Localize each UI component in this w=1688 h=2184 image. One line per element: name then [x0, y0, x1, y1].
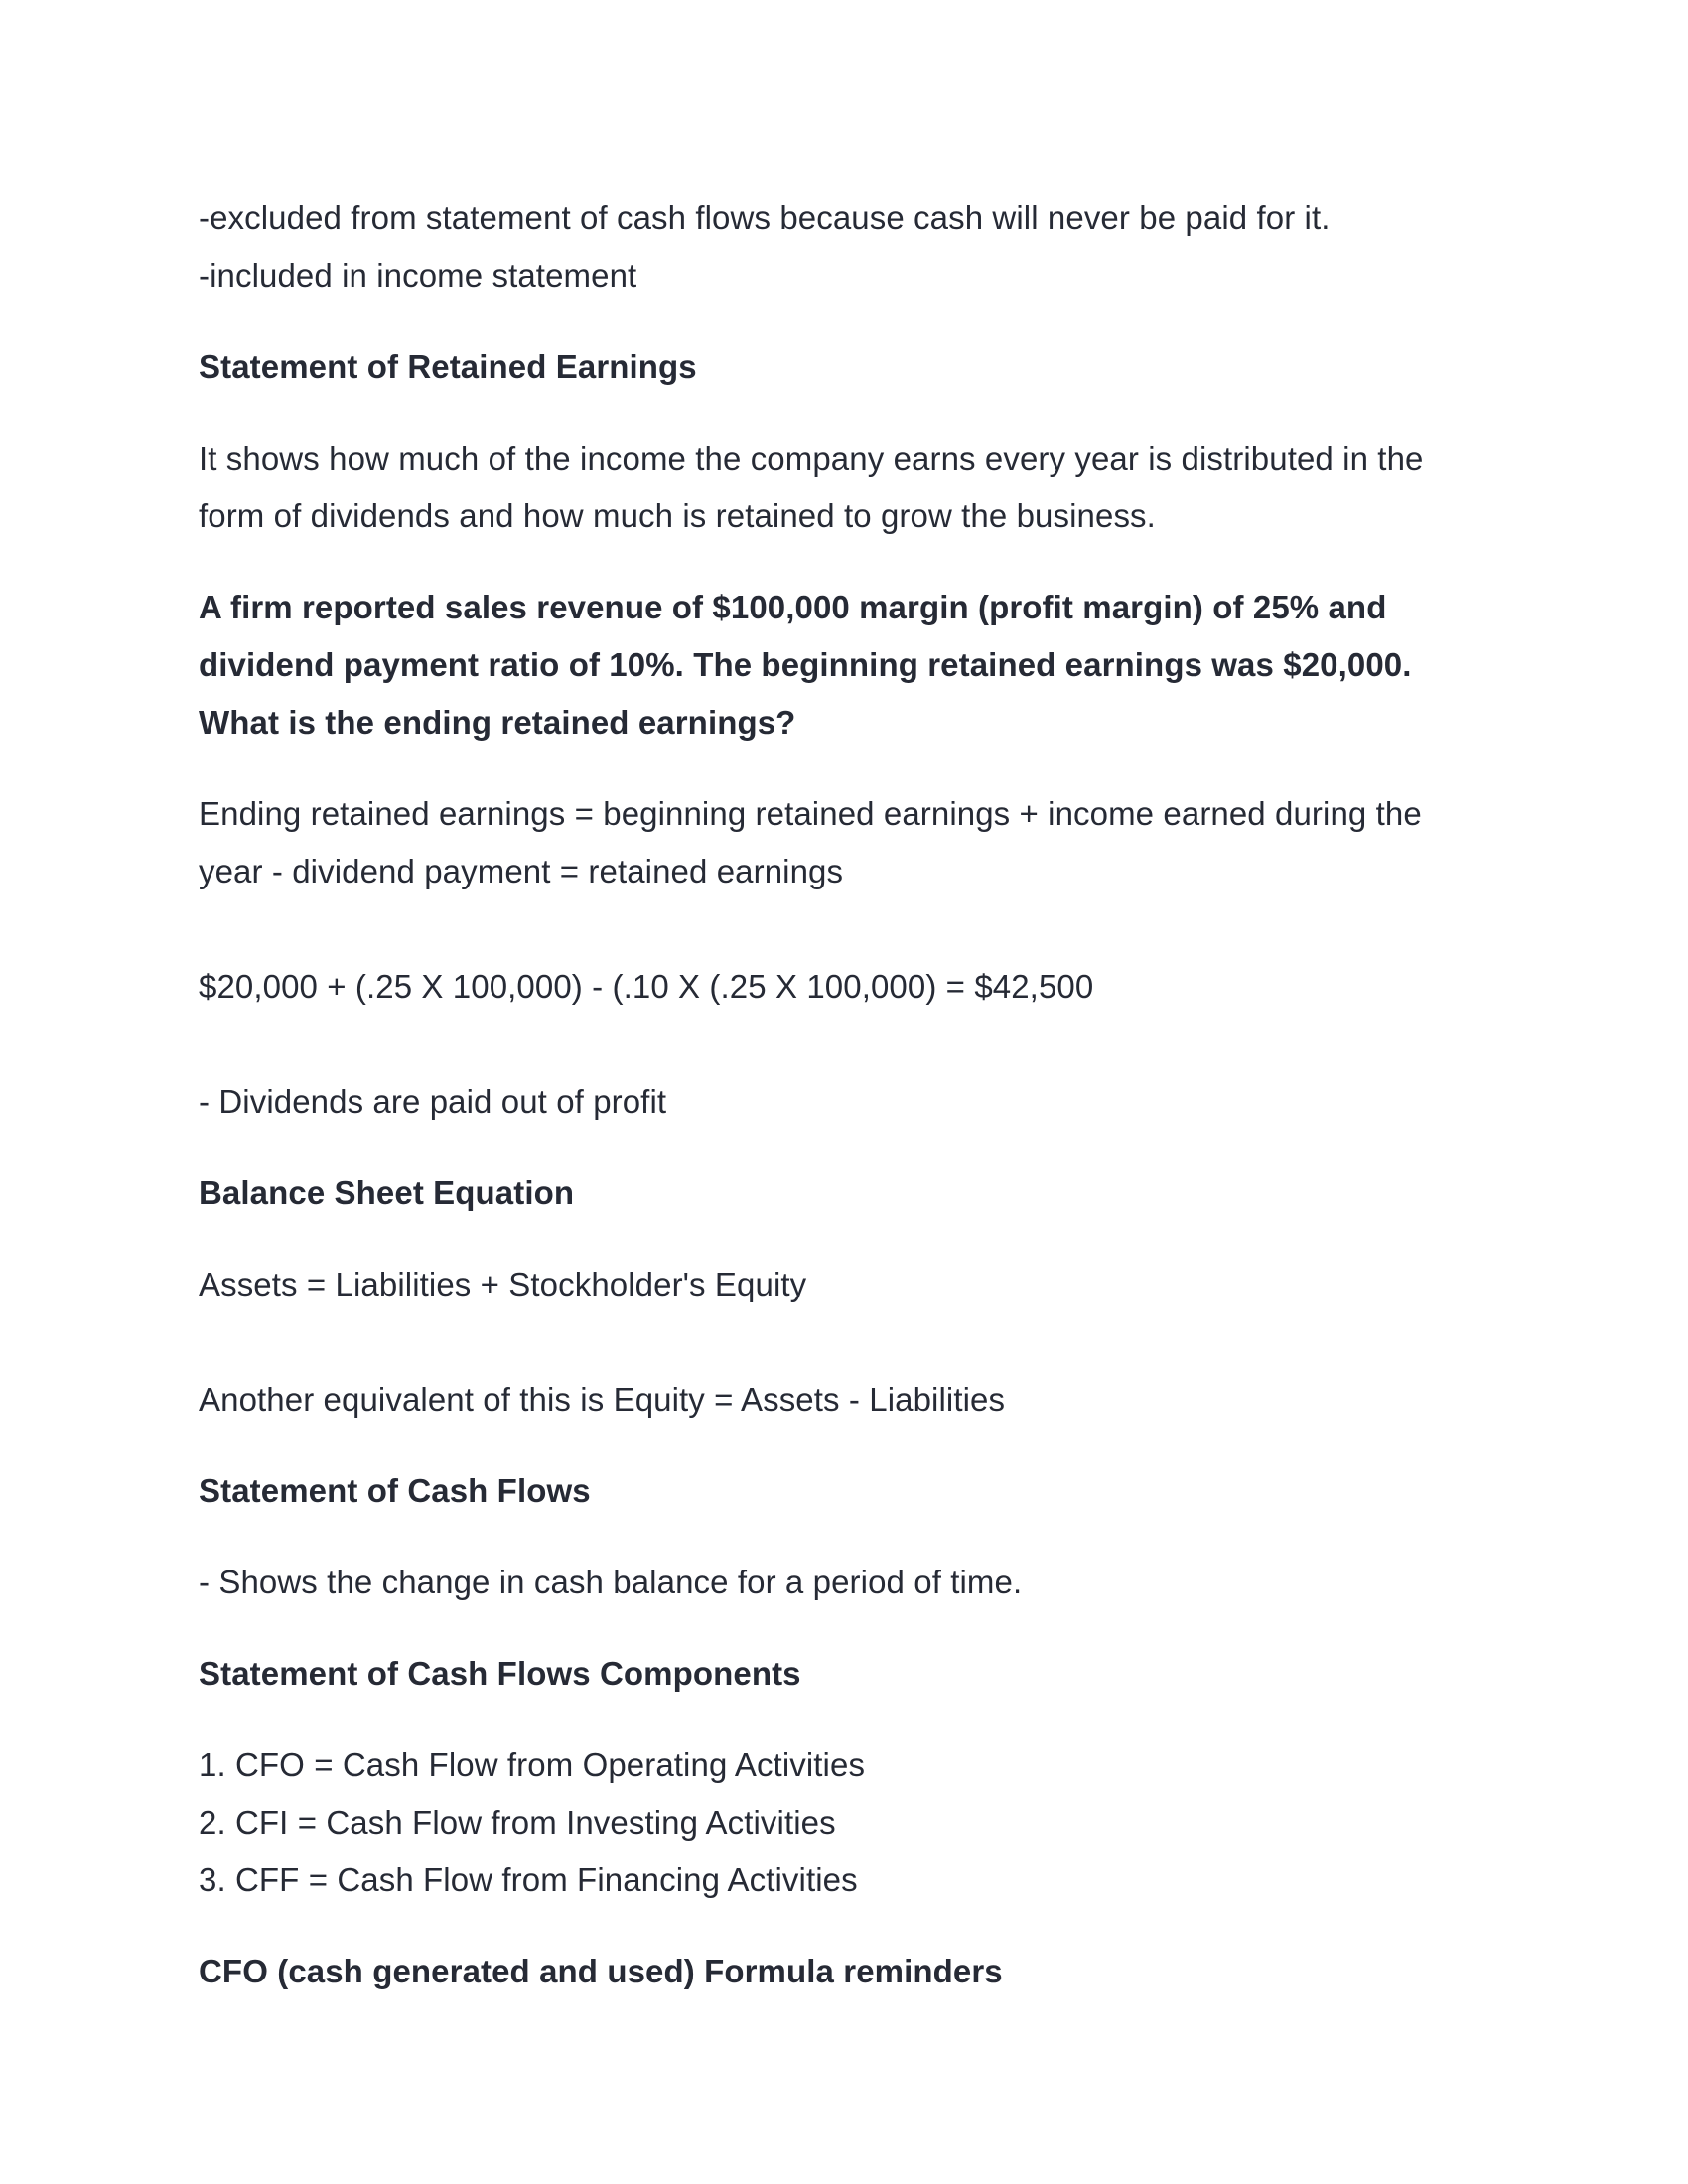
question-line-2: dividend payment ratio of 10%. The beginning retained earnings was $20,000. — [199, 646, 1412, 683]
balance-sheet-equivalent: Another equivalent of this is Equity = Assets - Liabilities — [199, 1381, 1006, 1418]
cfo-formula-heading: CFO (cash generated and used) Formula reminders — [199, 1953, 1003, 1989]
intro-line-excluded: -excluded from statement of cash flows because cash will never be paid for it. — [199, 200, 1331, 236]
calculation-line: $20,000 + (.25 X 100,000) - (.10 X (.25 X 100,000) = $42,500 — [199, 968, 1094, 1005]
retained-earnings-heading: Statement of Retained Earnings — [199, 348, 697, 385]
balance-sheet-heading: Balance Sheet Equation — [199, 1174, 575, 1211]
formula-line-1: Ending retained earnings = beginning retained earnings + income earned during the — [199, 795, 1422, 832]
component-item-cfo: 1. CFO = Cash Flow from Operating Activities — [199, 1746, 866, 1783]
balance-sheet-equation: Assets = Liabilities + Stockholder's Equity — [199, 1266, 807, 1302]
question-line-1: A firm reported sales revenue of $100,000 margin (profit margin) of 25% and — [199, 589, 1387, 625]
component-item-cff: 3. CFF = Cash Flow from Financing Activities — [199, 1861, 858, 1898]
formula-line-2: year - dividend payment = retained earnings — [199, 853, 844, 889]
component-item-cfi: 2. CFI = Cash Flow from Investing Activities — [199, 1804, 836, 1841]
cash-flows-desc: - Shows the change in cash balance for a period of time. — [199, 1564, 1023, 1600]
components-heading: Statement of Cash Flows Components — [199, 1655, 801, 1692]
intro-line-included: -included in income statement — [199, 257, 637, 294]
question-line-3: What is the ending retained earnings? — [199, 704, 796, 741]
dividends-note: - Dividends are paid out of profit — [199, 1083, 667, 1120]
retained-earnings-desc-line-1: It shows how much of the income the company earns every year is distributed in the — [199, 440, 1424, 477]
cash-flows-heading: Statement of Cash Flows — [199, 1472, 591, 1509]
retained-earnings-desc-line-2: form of dividends and how much is retained to grow the business. — [199, 497, 1156, 534]
